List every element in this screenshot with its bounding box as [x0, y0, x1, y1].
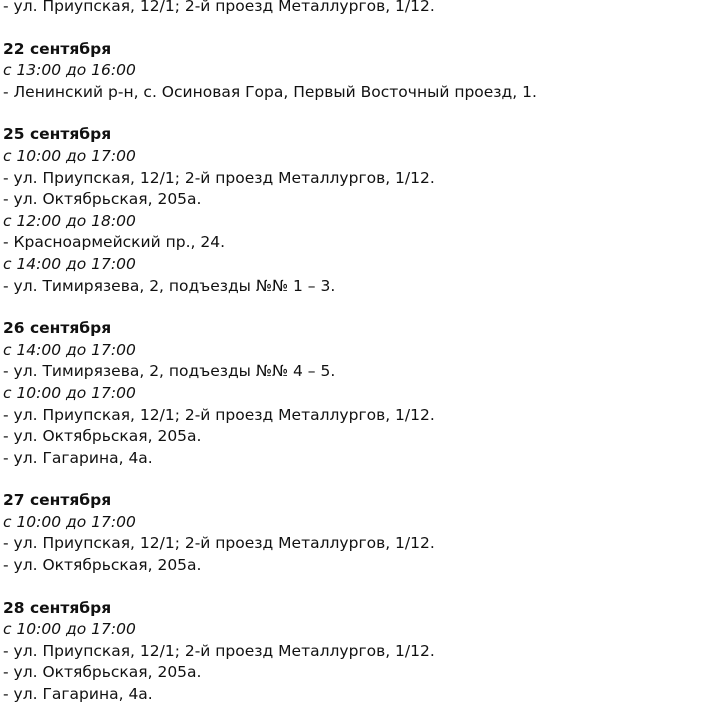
day-block — [3, 598, 698, 706]
address-line: - ул. Тимирязева, 2, подъезды №№ 1 – 3. — [3, 276, 336, 295]
day-date-heading: 25 сентября — [3, 125, 112, 144]
time-range: с 10:00 до 17:00 — [3, 620, 136, 639]
address-line: - ул. Октябрьская, 205а. — [3, 556, 202, 575]
time-range: с 10:00 до 17:00 — [3, 512, 136, 531]
day-spacer — [3, 469, 698, 490]
address-line: - Красноармейский пр., 24. — [3, 233, 226, 252]
address-line: - Ленинский р-н, с. Осиновая Гора, Первый Восточный проезд, 1. — [3, 82, 537, 101]
day-date-heading: 22 сентября — [3, 39, 112, 58]
day-spacer — [3, 577, 698, 598]
day-block — [3, 490, 698, 576]
day-block — [3, 124, 698, 297]
address-line: - ул. Гагарина, 4а. — [3, 685, 153, 704]
address-line: - ул. Приупская, 12/1; 2-й проезд Металлургов, 1/12. — [3, 0, 435, 15]
day-block — [3, 39, 698, 104]
day-spacer — [3, 103, 698, 124]
address-line: - ул. Приупская, 12/1; 2-й проезд Металлургов, 1/12. — [3, 405, 435, 424]
address-line: - ул. Тимирязева, 2, подъезды №№ 4 – 5. — [3, 362, 336, 381]
time-range: с 10:00 до 17:00 — [3, 146, 136, 165]
schedule-document — [3, 0, 698, 706]
address-line: - ул. Приупская, 12/1; 2-й проезд Металлургов, 1/12. — [3, 641, 435, 660]
day-spacer — [3, 18, 698, 39]
address-line: - ул. Октябрьская, 205а. — [3, 663, 202, 682]
schedule-days — [3, 18, 698, 706]
address-line: - ул. Приупская, 12/1; 2-й проезд Металлургов, 1/12. — [3, 534, 435, 553]
address-line: - ул. Октябрьская, 205а. — [3, 427, 202, 446]
day-date-heading: 28 сентября — [3, 598, 112, 617]
day-date-heading: 27 сентября — [3, 491, 112, 510]
time-range: с 12:00 до 18:00 — [3, 211, 136, 230]
day-spacer — [3, 297, 698, 318]
time-range: с 13:00 до 16:00 — [3, 61, 136, 80]
day-date-heading: 26 сентября — [3, 319, 112, 338]
day-block — [3, 318, 698, 469]
address-line: - ул. Приупская, 12/1; 2-й проезд Металлургов, 1/12. — [3, 168, 435, 187]
address-line: - ул. Октябрьская, 205а. — [3, 190, 202, 209]
time-range: с 14:00 до 17:00 — [3, 340, 136, 359]
time-range: с 14:00 до 17:00 — [3, 254, 136, 273]
time-range: с 10:00 до 17:00 — [3, 383, 136, 402]
address-line: - ул. Гагарина, 4а. — [3, 448, 153, 467]
